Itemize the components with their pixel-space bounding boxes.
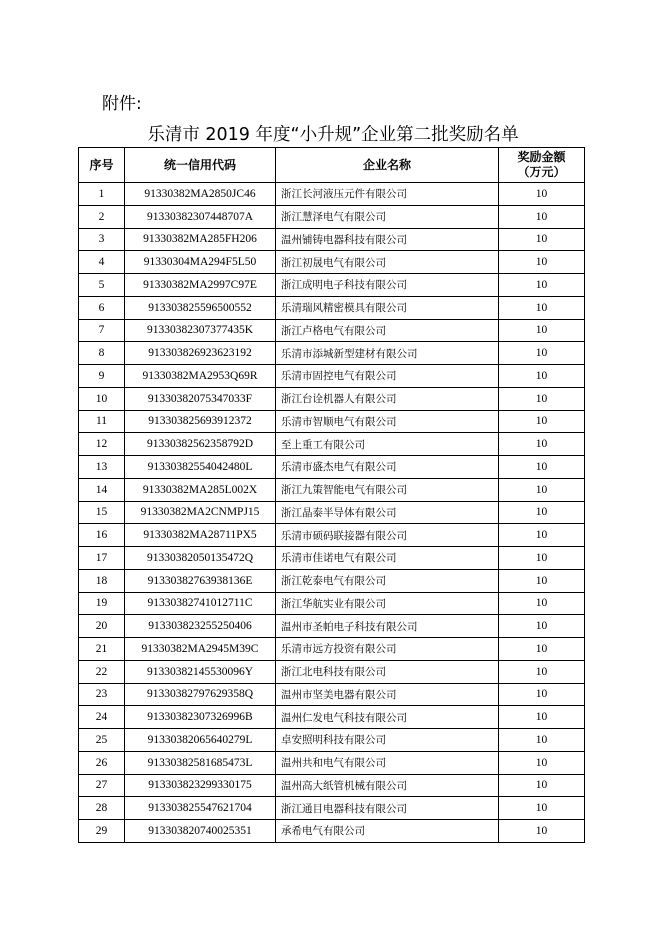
table-row — [79, 228, 585, 251]
row-company-name: 温州共和电气有限公司 — [276, 751, 499, 774]
row-amount: 10 — [499, 797, 585, 820]
row-code: 913303825596500552 — [125, 296, 276, 319]
row-no: 20 — [79, 615, 125, 638]
row-no: 8 — [79, 342, 125, 365]
row-company-name: 温州市圣帕电子科技有限公司 — [276, 615, 499, 638]
row-company-name: 乐清市智顺电气有限公司 — [276, 410, 499, 433]
table-row — [79, 433, 585, 456]
row-company-name: 浙江慧泽电气有限公司 — [276, 205, 499, 228]
row-no: 26 — [79, 751, 125, 774]
table-row — [79, 456, 585, 479]
header-amount-line1: 奖励金额 — [517, 150, 566, 164]
row-code: 91330304MA294F5L50 — [125, 251, 276, 274]
row-amount: 10 — [499, 296, 585, 319]
row-code: 91330382MA28711PX5 — [125, 524, 276, 547]
table-row — [79, 501, 585, 524]
row-amount: 10 — [499, 501, 585, 524]
table-row — [79, 387, 585, 410]
row-code: 91330382554042480L — [125, 456, 276, 479]
row-amount: 10 — [499, 524, 585, 547]
row-amount: 10 — [499, 319, 585, 342]
table-row — [79, 569, 585, 592]
row-company-name: 温州市坚美电器有限公司 — [276, 683, 499, 706]
header-name: 企业名称 — [276, 148, 499, 183]
table-row — [79, 205, 585, 228]
row-amount: 10 — [499, 478, 585, 501]
row-company-name: 浙江成明电子科技有限公司 — [276, 274, 499, 297]
row-code: 91330382763938136E — [125, 569, 276, 592]
row-no: 17 — [79, 547, 125, 570]
row-no: 3 — [79, 228, 125, 251]
row-amount: 10 — [499, 205, 585, 228]
row-company-name: 温州仁发电气科技有限公司 — [276, 706, 499, 729]
table-row — [79, 296, 585, 319]
row-no: 11 — [79, 410, 125, 433]
row-code: 91330382145530096Y — [125, 660, 276, 683]
row-no: 29 — [79, 820, 125, 843]
row-code: 91330382MA285L002X — [125, 478, 276, 501]
row-company-name: 乐清市添城新型建材有限公司 — [276, 342, 499, 365]
table-row — [79, 797, 585, 820]
header-amount — [499, 148, 585, 183]
row-code: 91330382MA2997C97E — [125, 274, 276, 297]
table-row — [79, 547, 585, 570]
row-company-name: 浙江北电科技有限公司 — [276, 660, 499, 683]
row-amount: 10 — [499, 569, 585, 592]
row-no: 14 — [79, 478, 125, 501]
row-amount: 10 — [499, 706, 585, 729]
row-amount: 10 — [499, 228, 585, 251]
document-title: 乐清市 2019 年度“小升规”企业第二批奖励名单 — [147, 125, 519, 145]
row-company-name: 浙江长河液压元件有限公司 — [276, 183, 499, 206]
row-code: 91330382MA285FH206 — [125, 228, 276, 251]
header-no: 序号 — [79, 148, 125, 183]
row-company-name: 浙江晶泰半导体有限公司 — [276, 501, 499, 524]
row-amount: 10 — [499, 433, 585, 456]
header-amount-line2: （万元） — [517, 165, 566, 179]
row-code: 91330382065640279L — [125, 729, 276, 752]
table-row — [79, 524, 585, 547]
row-company-name: 浙江通目电器科技有限公司 — [276, 797, 499, 820]
table-row — [79, 342, 585, 365]
row-code: 913303825547621704 — [125, 797, 276, 820]
row-no: 15 — [79, 501, 125, 524]
row-code: 913303823299330175 — [125, 774, 276, 797]
row-amount: 10 — [499, 820, 585, 843]
row-no: 9 — [79, 365, 125, 388]
header-code: 统一信用代码 — [125, 148, 276, 183]
row-company-name: 温州高大纸管机械有限公司 — [276, 774, 499, 797]
row-no: 21 — [79, 638, 125, 661]
row-company-name: 浙江卢格电气有限公司 — [276, 319, 499, 342]
row-amount: 10 — [499, 660, 585, 683]
row-code: 913303825693912372 — [125, 410, 276, 433]
attachment-label: 附件: — [102, 94, 142, 114]
row-code: 91330382797629358Q — [125, 683, 276, 706]
row-amount: 10 — [499, 274, 585, 297]
table-row — [79, 274, 585, 297]
row-no: 5 — [79, 274, 125, 297]
table-row — [79, 592, 585, 615]
table-row — [79, 319, 585, 342]
row-amount: 10 — [499, 547, 585, 570]
row-company-name: 乐清市硕码联接器有限公司 — [276, 524, 499, 547]
table-row — [79, 638, 585, 661]
award-table — [78, 147, 585, 843]
row-no: 13 — [79, 456, 125, 479]
row-no: 22 — [79, 660, 125, 683]
row-code: 91330382MA2850JC46 — [125, 183, 276, 206]
row-code: 913303820740025351 — [125, 820, 276, 843]
row-no: 4 — [79, 251, 125, 274]
table-row — [79, 251, 585, 274]
table-row — [79, 410, 585, 433]
row-company-name: 浙江台诠机器人有限公司 — [276, 387, 499, 410]
row-code: 91330382307448707A — [125, 205, 276, 228]
row-company-name: 浙江九策智能电气有限公司 — [276, 478, 499, 501]
table-row — [79, 183, 585, 206]
row-no: 6 — [79, 296, 125, 319]
row-amount: 10 — [499, 751, 585, 774]
row-amount: 10 — [499, 342, 585, 365]
table-row — [79, 706, 585, 729]
row-no: 23 — [79, 683, 125, 706]
row-amount: 10 — [499, 183, 585, 206]
row-code: 91330382MA2953Q69R — [125, 365, 276, 388]
table-row — [79, 683, 585, 706]
row-no: 18 — [79, 569, 125, 592]
row-amount: 10 — [499, 251, 585, 274]
table-row — [79, 729, 585, 752]
row-company-name: 卓安照明科技有限公司 — [276, 729, 499, 752]
table-row — [79, 774, 585, 797]
row-code: 913303826923623192 — [125, 342, 276, 365]
row-amount: 10 — [499, 615, 585, 638]
row-amount: 10 — [499, 638, 585, 661]
row-code: 91330382741012711C — [125, 592, 276, 615]
row-company-name: 乐清市盛杰电气有限公司 — [276, 456, 499, 479]
row-no: 2 — [79, 205, 125, 228]
row-no: 16 — [79, 524, 125, 547]
row-company-name: 至上重工有限公司 — [276, 433, 499, 456]
row-no: 24 — [79, 706, 125, 729]
row-no: 1 — [79, 183, 125, 206]
row-code: 91330382581685473L — [125, 751, 276, 774]
row-company-name: 承希电气有限公司 — [276, 820, 499, 843]
row-code: 91330382MA2CNMPJ15 — [125, 501, 276, 524]
row-amount: 10 — [499, 729, 585, 752]
row-amount: 10 — [499, 387, 585, 410]
row-no: 27 — [79, 774, 125, 797]
table-row — [79, 615, 585, 638]
row-company-name: 浙江乾泰电气有限公司 — [276, 569, 499, 592]
row-no: 19 — [79, 592, 125, 615]
row-company-name: 乐清瑞风精密模具有限公司 — [276, 296, 499, 319]
table-row — [79, 365, 585, 388]
row-code: 91330382075347033F — [125, 387, 276, 410]
row-no: 28 — [79, 797, 125, 820]
row-code: 91330382050135472Q — [125, 547, 276, 570]
row-company-name: 浙江华航实业有限公司 — [276, 592, 499, 615]
row-company-name: 乐清市佳诺电气有限公司 — [276, 547, 499, 570]
row-amount: 10 — [499, 365, 585, 388]
row-no: 10 — [79, 387, 125, 410]
table-row — [79, 751, 585, 774]
row-no: 25 — [79, 729, 125, 752]
table-row — [79, 660, 585, 683]
row-amount: 10 — [499, 456, 585, 479]
row-code: 913303823255250406 — [125, 615, 276, 638]
row-code: 91330382307326996B — [125, 706, 276, 729]
table-row — [79, 478, 585, 501]
row-no: 12 — [79, 433, 125, 456]
row-no: 7 — [79, 319, 125, 342]
row-code: 91330382307377435K — [125, 319, 276, 342]
row-amount: 10 — [499, 683, 585, 706]
row-company-name: 乐清市固控电气有限公司 — [276, 365, 499, 388]
table-row — [79, 820, 585, 843]
row-amount: 10 — [499, 774, 585, 797]
row-code: 91330382MA2945M39C — [125, 638, 276, 661]
row-company-name: 温州铺铸电器科技有限公司 — [276, 228, 499, 251]
row-code: 91330382562358792D — [125, 433, 276, 456]
table-header-row — [79, 148, 585, 183]
row-company-name: 乐清市远方投资有限公司 — [276, 638, 499, 661]
row-company-name: 浙江初晟电气有限公司 — [276, 251, 499, 274]
row-amount: 10 — [499, 592, 585, 615]
row-amount: 10 — [499, 410, 585, 433]
